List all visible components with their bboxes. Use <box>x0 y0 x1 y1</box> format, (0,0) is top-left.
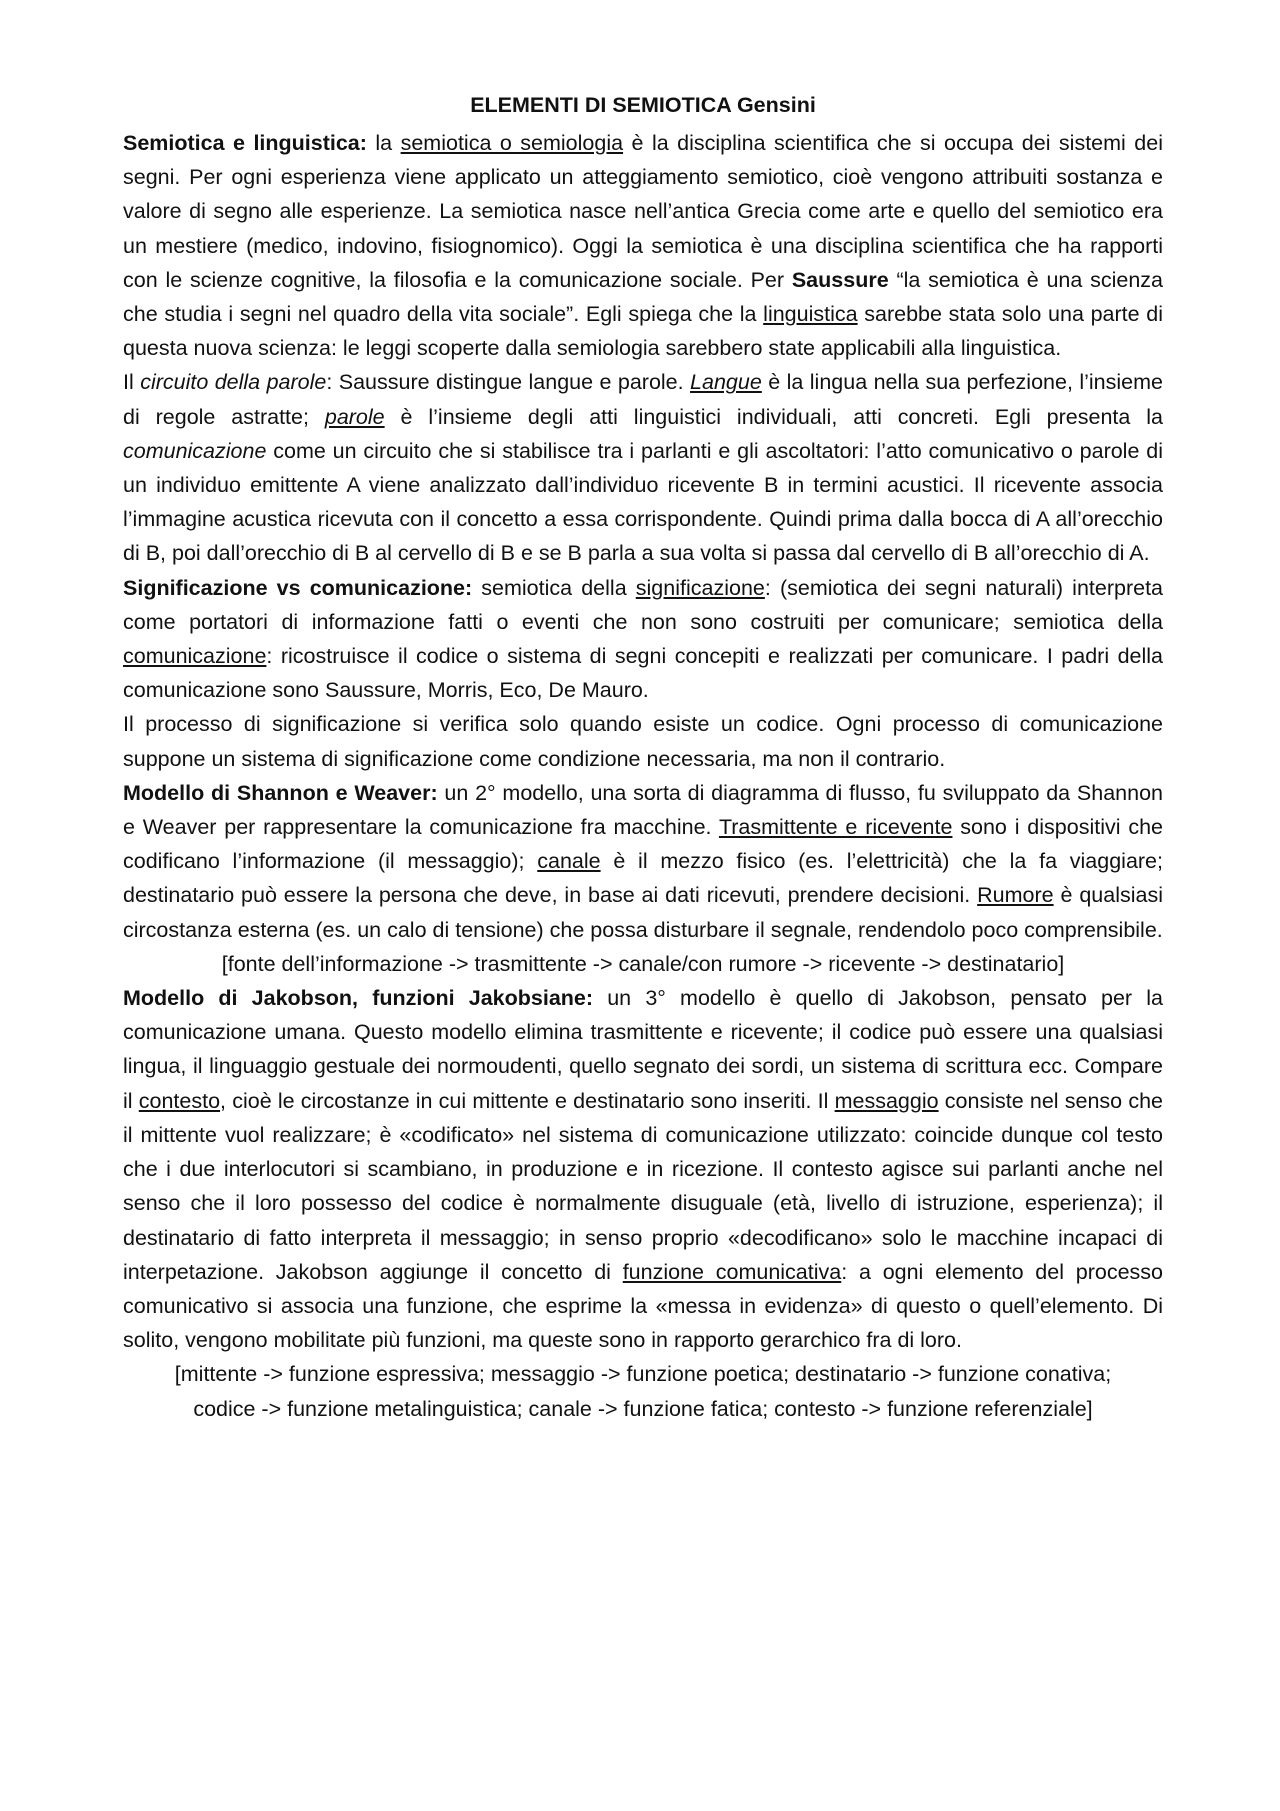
document-title: ELEMENTI DI SEMIOTICA Gensini <box>470 93 816 117</box>
shannon-schema: [fonte dell’informazione -> trasmittente -> canale/con rumore -> ricevente -> destinatario] <box>221 951 1065 976</box>
heading-significazione: Significazione vs comunicazione: <box>123 575 473 600</box>
italic-underlined-term: Langue <box>690 370 762 395</box>
paragraph-significazione-comunicazione <box>123 571 1163 708</box>
underlined-term: Rumore <box>977 883 1054 908</box>
underlined-term: messaggio <box>834 1088 939 1113</box>
text: è la disciplina scientifica che si occupa dei sistemi dei segni. Per ogni esperienza viene applicato un atteggiamento semiotico, cioè vengono attribuiti sostanza e valore di segno alle esperienze. La semiotica nasce nell’antica Grecia come arte e quello del semiotico era un mestiere (medico, indovino, fisiognomico). Oggi la semiotica è una disciplina scientifica che ha rapporti con le scienze cognitive, la filosofia e la comunicazione sociale. Per <box>123 131 1163 292</box>
bold-term: Saussure <box>791 267 889 292</box>
text: è l’insieme degli atti linguistici individuali, atti concreti. Egli presenta la <box>384 404 1163 429</box>
heading-jakobson: Modello di Jakobson, funzioni Jakobsiane: <box>123 986 594 1011</box>
underlined-term: semiotica o semiologia <box>400 131 624 155</box>
text: un 2° modello, una sorta di diagramma di flusso, fu sviluppato da Shannon e Weaver per rappresentare la comunicazione fra macchine. <box>123 780 1163 840</box>
document-page <box>123 88 1163 1426</box>
italic-term: comunicazione <box>123 438 267 463</box>
underlined-term: linguistica <box>763 302 858 327</box>
text: Il <box>123 370 141 395</box>
text: come un circuito che si stabilisce tra i parlanti e gli ascoltatori: l’atto comunicativo o parole di un individuo emittente A viene analizzato dall’individuo ricevente B in termini acustici. Il ricevente associa l’immagine acustica ricevuta con il concetto a essa corrispondente. Quindi prima dalla bocca di A all’orecchio di B, poi dall’orecchio di B al cervello di B e se B parla a sua volta si passa dal cervello di B all’orecchio di A. <box>123 438 1163 566</box>
text: : (semiotica dei segni naturali) interpreta come portatori di informazione fatti o eventi che non sono costruiti per comunicare; semiotica della <box>123 575 1163 634</box>
text: consiste nel senso che il mittente vuol realizzare; è «codificato» nel sistema di comunicazione utilizzato: coincide dunque col testo che i due interlocutori si scambiano, in produzione e in ricezione. Il contesto agisce sui parlanti anche nel senso che il loro possesso del codice è normalmente disuguale (età, livello di istruzione, esperienza); il destinatario di fatto interpreta il messaggio; in senso proprio «decodificano» solo le macchine incapaci di interpetazione. Jakobson aggiunge il concetto di <box>123 1088 1163 1284</box>
text: la <box>366 131 401 155</box>
jakobson-schema-line-2: codice -> funzione metalinguistica; canale -> funzione fatica; contesto -> funzione referenziale] <box>193 1396 1093 1421</box>
italic-term: circuito della parole <box>140 370 327 395</box>
jakobson-schema-line-1: [mittente -> funzione espressiva; messaggio -> funzione poetica; destinatario -> funzione conativa; <box>174 1362 1112 1387</box>
text: semiotica della <box>472 575 636 600</box>
underlined-term: contesto <box>138 1088 221 1113</box>
paragraph-shannon-weaver <box>123 776 1163 947</box>
underlined-term: funzione comunicativa <box>622 1259 842 1284</box>
paragraph-jakobson <box>123 981 1163 1357</box>
text: : a ogni elemento del processo comunicativo si associa una funzione, che esprime la «messa in evidenza» di questo o quell’elemento. Di solito, vengono mobilitate più funzioni, ma queste sono in rapporto gerarchico fra di loro. <box>123 1259 1164 1353</box>
underlined-term: comunicazione <box>123 644 267 669</box>
text: , cioè le circostanze in cui mittente e destinatario sono inseriti. Il <box>220 1088 835 1113</box>
text: sarebbe stata solo una parte di questa nuova scienza: le leggi scoperte dalla semiologia sarebbero state applicabili alla linguistica. <box>123 302 1163 361</box>
text: : ricostruisce il codice o sistema di segni concepiti e realizzati per comunicare. I padri della comunicazione sono Saussure, Morris, Eco, De Mauro. <box>123 644 1163 703</box>
text: : Saussure distingue langue e parole. <box>326 370 691 395</box>
text: sono i dispositivi che codificano l’informazione (il messaggio); <box>123 815 1163 874</box>
text: è la lingua nella sua perfezione, l’insieme di regole astratte; <box>123 370 1163 429</box>
heading-shannon-weaver: Modello di Shannon e Weaver: <box>123 780 438 805</box>
text: un 3° modello è quello di Jakobson, pensato per la comunicazione umana. Questo modello elimina trasmittente e ricevente; il codice può essere una qualsiasi lingua, il linguaggio gestuale dei normoudenti, quello segnato dei sordi, un sistema di scrittura ecc. Compare il <box>123 986 1163 1113</box>
underlined-term: Trasmittente e ricevente <box>718 815 953 840</box>
text: è il mezzo fisico (es. l’elettricità) che la fa viaggiare; destinatario può essere la persona che deve, in base ai dati ricevuti, prendere decisioni. <box>123 849 1163 908</box>
italic-underlined-term: parole <box>324 404 385 429</box>
paragraph-circuito-parole <box>123 365 1163 570</box>
underlined-term: canale <box>537 849 601 874</box>
heading-semiotica-linguistica: Semiotica e linguistica: <box>123 131 367 155</box>
paragraph-processo-significazione: Il processo di significazione si verifica solo quando esiste un codice. Ogni processo di comunicazione suppone un sistema di significazione come condizione necessaria, ma non il contrario. <box>123 712 1163 771</box>
underlined-term: significazione <box>635 575 765 600</box>
paragraph-semiotica-linguistica <box>123 126 1163 365</box>
text: “la semiotica è una scienza che studia i segni nel quadro della vita sociale”. Egli spiega che la <box>123 267 1164 327</box>
text: è qualsiasi circostanza esterna (es. un calo di tensione) che possa disturbare il segnale, rendendolo poco comprensibile. <box>123 883 1163 942</box>
